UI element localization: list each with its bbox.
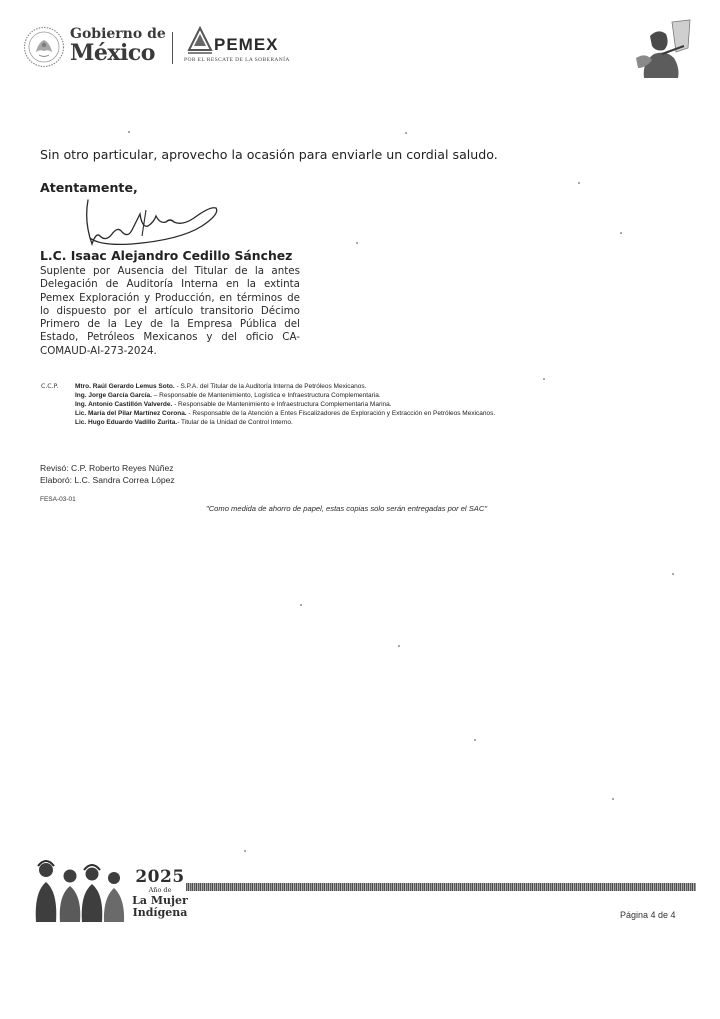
year-line2: La Mujer: [132, 893, 188, 907]
year-number: 2025: [135, 867, 185, 887]
scan-speck: [398, 645, 400, 647]
heroine-illustration-icon: [632, 18, 694, 80]
ccp-item: [75, 418, 495, 427]
ccp-name: Lic. Hugo Eduardo Vadillo Zurita.: [75, 419, 178, 426]
national-seal-icon: [23, 26, 65, 68]
gov-line1: Gobierno de: [70, 26, 166, 42]
page-number: Página 4 de 4: [620, 910, 676, 920]
government-logo-text: [70, 27, 166, 64]
ccp-item: [75, 382, 495, 391]
ccp-name: Mtro. Raúl Gerardo Lemus Soto.: [75, 383, 175, 390]
pemex-wordmark: PEMEX: [214, 35, 279, 54]
ccp-name: Ing. Jorge García García.: [75, 392, 152, 399]
pemex-tagline: POR EL RESCATE DE LA SOBERANÍA: [184, 57, 290, 63]
ccp-list: [75, 382, 495, 427]
pemex-logo-icon: [186, 26, 214, 56]
header-divider: [172, 32, 173, 64]
scan-speck: [612, 798, 614, 800]
ccp-item: [75, 400, 495, 409]
footer-pattern-band: [186, 883, 696, 891]
scan-speck: [672, 573, 674, 575]
prepared-by: Elaboró: L.C. Sandra Correa López: [40, 475, 175, 485]
reviewed-by: Revisó: C.P. Roberto Reyes Núñez: [40, 463, 174, 473]
closing-paragraph: Sin otro particular, aprovecho la ocasión para enviarle un cordial saludo.: [40, 147, 498, 162]
review-block: [40, 462, 175, 486]
ccp-desc: - Responsable de Mantenimiento e Infraestructura Complementaria Marina.: [172, 401, 392, 408]
scan-speck: [244, 850, 246, 852]
ccp-desc: - Responsable de la Atención a Entes Fiscalizadores de Exploración y Extracción en Petróleos Mexicanos.: [186, 410, 496, 417]
scan-speck: [474, 739, 476, 741]
paper-saving-note: "Como medida de ahorro de papel, estas copias solo serán entregadas por el SAC": [206, 504, 488, 513]
scan-speck: [356, 242, 358, 244]
regards-line: Atentamente,: [40, 180, 138, 195]
ccp-item: [75, 409, 495, 418]
ccp-desc: - S.P.A. del Titular de la Auditoría Interna de Petróleos Mexicanos.: [174, 383, 367, 390]
ccp-name: Lic. María del Pilar Martínez Corona.: [75, 410, 187, 417]
scan-speck: [578, 182, 580, 184]
scan-speck: [128, 131, 130, 133]
ccp-desc: - Titular de la Unidad de Control Interno.: [177, 419, 293, 426]
signer-name: L.C. Isaac Alejandro Cedillo Sánchez: [40, 248, 293, 263]
indigenous-women-illustration-icon: [28, 852, 128, 924]
signer-role: Suplente por Ausencia del Titular de la antes Delegación de Auditoría Interna en la extinta Pemex Exploración y Producción, en términos de lo dispuesto por el artículo transitorio Décimo Primero de la Ley de la Empresa Pública del Estado, Petróleos Mexicanos y del oficio CA-COMAUD-AI-273-2024.: [40, 265, 300, 357]
scan-speck: [620, 232, 622, 234]
scan-speck: [405, 132, 407, 134]
scan-speck: [300, 604, 302, 606]
gov-line2: México: [70, 40, 155, 66]
year-badge: [130, 869, 190, 918]
form-code: FESA-03-01: [40, 496, 76, 503]
page-header: [0, 0, 720, 90]
ccp-label: C.C.P.: [41, 383, 59, 390]
ccp-item: [75, 391, 495, 400]
year-line3: Indígena: [132, 905, 188, 919]
ccp-name: Ing. Antonio Castillón Valverde.: [75, 401, 173, 408]
ccp-desc: – Responsable de Mantenimiento, Logística e Infraestructura Complementaria.: [151, 392, 381, 399]
scan-speck: [543, 378, 545, 380]
handwritten-signature: [70, 192, 230, 252]
year-subtitle: Año de: [148, 886, 172, 894]
